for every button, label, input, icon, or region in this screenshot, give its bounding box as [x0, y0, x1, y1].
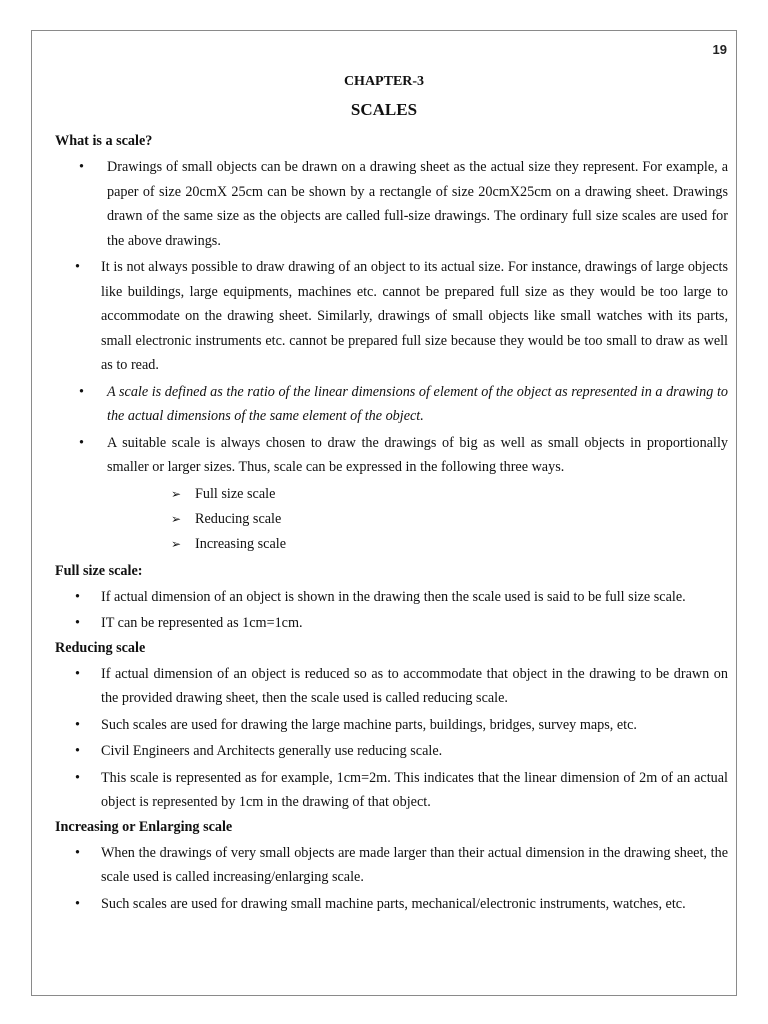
- list-item-text: Civil Engineers and Architects generally use reducing scale.: [101, 743, 443, 759]
- list-item-text: Drawings of small objects can be drawn on a drawing sheet as the actual size they represent. For example, a paper of size 20cmX 25cm can be shown by a rectangle of size 20cmX25cm on a drawing sheet. Drawings drawn of the same size as the objects are called full-size drawings. The ordinary full size scales are used for the above drawings.: [107, 159, 728, 249]
- list-item-text: When the drawings of very small objects are made larger than their actual dimension in the drawing sheet, the scale used is called increasing/enlarging scale.: [101, 844, 728, 885]
- bullet-list: [55, 841, 728, 917]
- list-item: [55, 155, 728, 253]
- list-item: [55, 585, 728, 610]
- list-item-text: Such scales are used for drawing small machine parts, mechanical/electronic instruments, watches, etc.: [101, 895, 686, 912]
- section-heading-increasing-scale: Increasing or Enlarging scale: [55, 818, 233, 835]
- bullet-icon: •: [75, 844, 80, 861]
- list-item-text: If actual dimension of an object is shown in the drawing then the scale used is said to be full size scale.: [101, 588, 686, 605]
- sub-list-item-text: Full size scale: [195, 485, 276, 502]
- chapter-label: CHAPTER-3: [343, 74, 425, 89]
- bullet-list: [55, 585, 728, 636]
- list-item: [55, 611, 728, 636]
- bullet-icon: •: [75, 769, 80, 786]
- list-item: [55, 255, 728, 378]
- document-body: [55, 131, 728, 918]
- bullet-icon: •: [75, 716, 80, 733]
- sub-list-item: [55, 532, 728, 557]
- list-item: [55, 892, 728, 917]
- sub-list-item-text: Increasing scale: [195, 535, 286, 552]
- page-number: 19: [712, 42, 727, 57]
- bullet-icon: •: [75, 665, 80, 682]
- list-item-text: This scale is represented as for example, 1cm=2m. This indicates that the linear dimension of 2m of an actual object is represented by 1cm in the drawing of that object.: [101, 769, 728, 810]
- list-item-text: If actual dimension of an object is reduced so as to accommodate that object in the drawing to be drawn on the provided drawing sheet, then the scale used is called reducing scale.: [101, 665, 728, 706]
- list-item-text: A suitable scale is always chosen to draw the drawings of big as well as small objects in proportionally smaller or larger sizes. Thus, scale can be expressed in the following three ways.: [107, 434, 728, 475]
- list-item: [55, 662, 728, 711]
- list-item: [55, 766, 728, 815]
- list-item: [55, 739, 728, 764]
- list-item: [55, 380, 728, 429]
- bullet-list: [55, 155, 728, 480]
- section-heading-full-size-scale: Full size scale:: [55, 562, 143, 579]
- list-item-text: It is not always possible to draw drawing of an object to its actual size. For instance, drawings of large objects like buildings, large equipments, machines etc. cannot be prepared full size as they would be too large to accommodate on the drawing sheet. Similarly, drawings of small objects like small watches with its parts, small electronic instruments etc. cannot be prepared full size because they would be too small to draw as well as to read.: [101, 259, 728, 373]
- section-heading-what-is-a-scale: What is a scale?: [55, 133, 153, 149]
- bullet-icon: •: [79, 159, 84, 175]
- sub-bullet-list: [55, 482, 728, 557]
- sub-list-item: [55, 482, 728, 507]
- list-item: [55, 841, 728, 890]
- bullet-icon: •: [75, 615, 80, 631]
- page-title: SCALES: [350, 100, 418, 119]
- section-heading-reducing-scale: Reducing scale: [55, 639, 146, 656]
- bullet-icon: •: [75, 588, 80, 605]
- list-item: [55, 713, 728, 738]
- list-item-text: Such scales are used for drawing the large machine parts, buildings, bridges, survey maps, etc.: [101, 716, 637, 733]
- arrow-bullet-icon: ➢: [171, 486, 182, 501]
- bullet-icon: •: [79, 434, 84, 451]
- bullet-icon: •: [79, 383, 84, 400]
- bullet-icon: •: [75, 259, 80, 275]
- arrow-bullet-icon: ➢: [171, 536, 182, 551]
- bullet-icon: •: [75, 895, 80, 912]
- list-item: [55, 431, 728, 480]
- list-item-text: A scale is defined as the ratio of the linear dimensions of element of the object as represented in a drawing to the actual dimensions of the same element of the object.: [107, 383, 728, 424]
- sub-list-item: [55, 507, 728, 532]
- sub-list-item-text: Reducing scale: [195, 510, 282, 527]
- bullet-list: [55, 662, 728, 815]
- bullet-icon: •: [75, 743, 80, 759]
- arrow-bullet-icon: ➢: [171, 511, 182, 526]
- list-item-text: IT can be represented as 1cm=1cm.: [101, 615, 303, 631]
